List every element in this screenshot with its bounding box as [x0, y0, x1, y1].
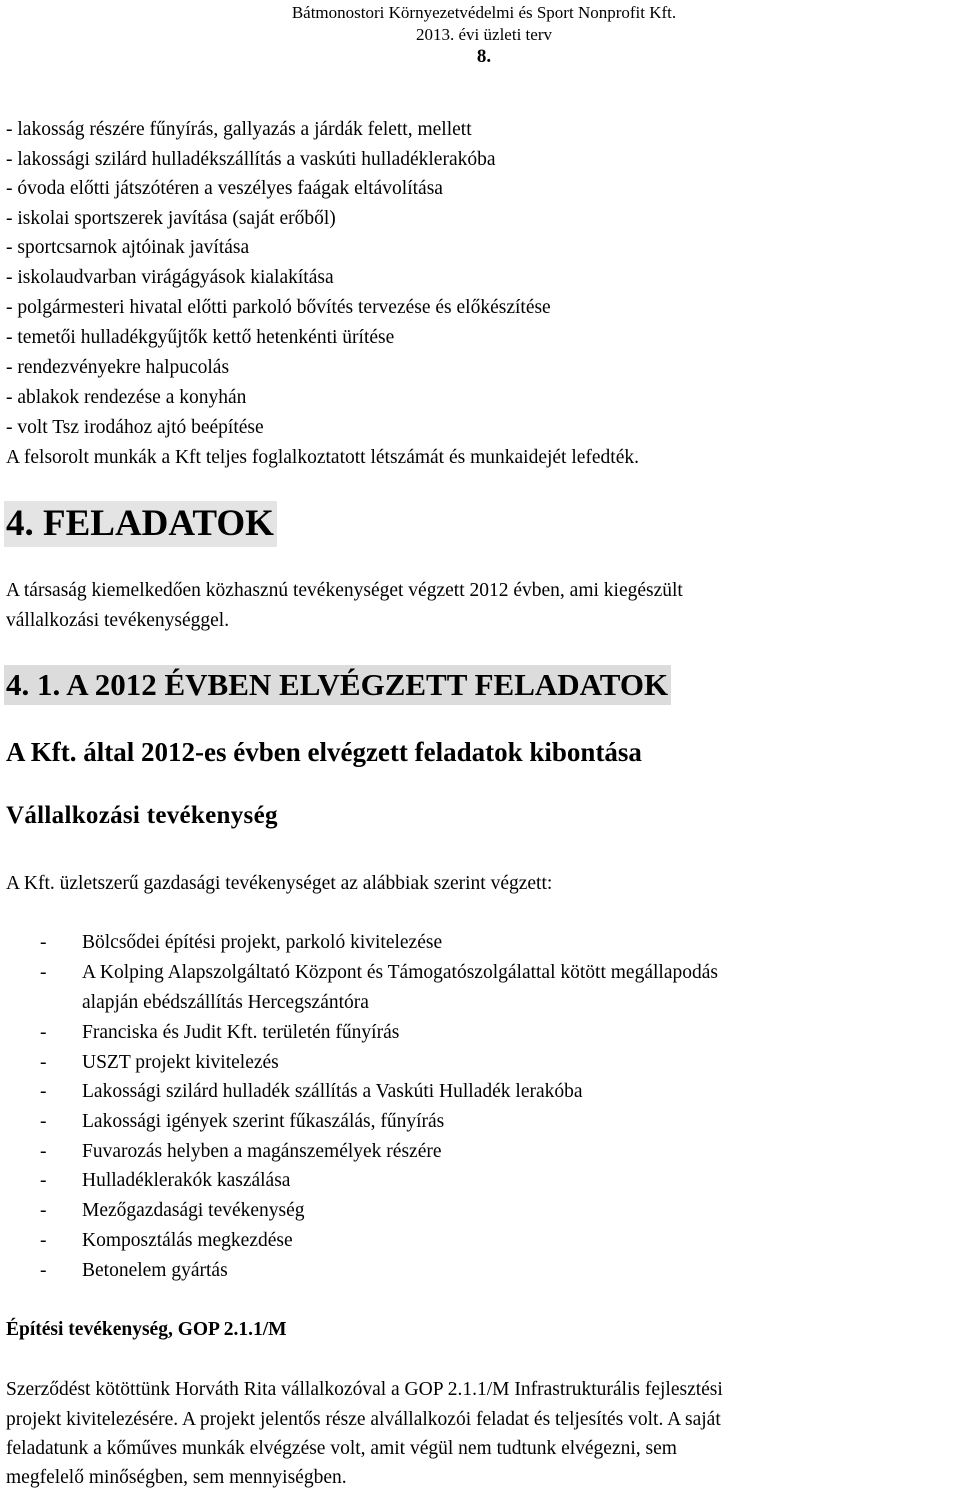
business-lead: A Kft. üzletszerű gazdasági tevékenységet az alábbiak szerint végzett: [6, 873, 553, 894]
list-item-text: alapján ebédszállítás Hercegszántóra [82, 992, 369, 1013]
subsection-heading: 4. 1. A 2012 ÉVBEN ELVÉGZETT FELADATOK [4, 665, 671, 705]
company-name: Bátmonostori Környezetvédelmi és Sport Nonprofit Kft. [291, 3, 677, 22]
intro-item: - óvoda előtti játszótéren a veszélyes faágak eltávolítása [6, 178, 443, 199]
list-dash: - [40, 1111, 47, 1132]
section-heading-feladatok: 4. FELADATOK [4, 501, 277, 547]
section-paragraph: vállalkozási tevékenységgel. [6, 610, 230, 631]
intro-item: - rendezvényekre halpucolás [6, 357, 230, 378]
intro-item: - iskolai sportszerek javítása (saját erőből) [6, 208, 336, 229]
list-item-text: Betonelem gyártás [82, 1260, 228, 1281]
business-heading: Vállalkozási tevékenység [6, 802, 278, 829]
construction-paragraph-line: projekt kivitelezésére. A projekt jelentős része alvállalkozói feladat és teljesítés volt. A saját [6, 1409, 721, 1430]
intro-item: - temetői hulladékgyűjtők kettő hetenkénti ürítése [6, 327, 395, 348]
plan-title: 2013. évi üzleti terv [416, 25, 552, 44]
subsection-subtitle: A Kft. által 2012-es évben elvégzett feladatok kibontása [6, 737, 642, 767]
intro-item: - lakossági szilárd hulladékszállítás a vaskúti hulladéklerakóba [6, 149, 496, 170]
list-item-text: A Kolping Alapszolgáltató Központ és Támogatószolgálattal kötött megállapodás [82, 962, 718, 983]
list-dash: - [40, 1260, 47, 1281]
list-dash: - [40, 1170, 47, 1191]
intro-summary: A felsorolt munkák a Kft teljes foglalkoztatott létszámát és munkaidejét lefedték. [6, 447, 640, 468]
list-item-text: Franciska és Judit Kft. területén fűnyírás [82, 1022, 400, 1043]
list-dash: - [40, 1022, 47, 1043]
page-number: 8. [476, 46, 492, 67]
intro-item: - iskolaudvarban virágágyások kialakítása [6, 267, 334, 288]
section-paragraph: A társaság kiemelkedően közhasznú tevékenységet végzett 2012 évben, ami kiegészült [6, 580, 683, 601]
construction-paragraph-line: Szerződést kötöttünk Horváth Rita vállalkozóval a GOP 2.1.1/M Infrastrukturális fejlesztési [6, 1379, 723, 1400]
list-dash: - [40, 1141, 47, 1162]
list-item-text: Bölcsődei építési projekt, parkoló kivitelezése [82, 932, 443, 953]
intro-item: - polgármesteri hivatal előtti parkoló bővítés tervezése és előkészítése [6, 297, 551, 318]
list-dash: - [40, 1052, 47, 1073]
construction-paragraph-line: megfelelő minőségben, sem mennyiségben. [6, 1467, 347, 1488]
list-item-text: Fuvarozás helyben a magánszemélyek részére [82, 1141, 442, 1162]
list-item-text: Lakossági igények szerint fűkaszálás, fűnyírás [82, 1111, 445, 1132]
page-header [0, 2, 960, 67]
list-dash: - [40, 962, 47, 983]
list-dash: - [40, 1230, 47, 1251]
construction-heading: Építési tevékenység, GOP 2.1.1/M [6, 1319, 287, 1340]
intro-item: - volt Tsz irodához ajtó beépítése [6, 417, 264, 438]
list-item-text: Komposztálás megkezdése [82, 1230, 293, 1251]
list-dash: - [40, 1200, 47, 1221]
list-item-text: Mezőgazdasági tevékenység [82, 1200, 305, 1221]
intro-item: - sportcsarnok ajtóinak javítása [6, 237, 250, 258]
list-dash: - [40, 932, 47, 953]
list-item-text: Lakossági szilárd hulladék szállítás a Vaskúti Hulladék lerakóba [82, 1081, 583, 1102]
intro-item: - lakosság részére fűnyírás, gallyazás a járdák felett, mellett [6, 119, 472, 140]
intro-item: - ablakok rendezése a konyhán [6, 387, 247, 408]
construction-paragraph-line: feladatunk a kőműves munkák elvégzése volt, amit végül nem tudtunk elvégezni, sem [6, 1438, 677, 1459]
list-dash: - [40, 1081, 47, 1102]
list-item-text: USZT projekt kivitelezés [82, 1052, 279, 1073]
list-item-text: Hulladéklerakók kaszálása [82, 1170, 291, 1191]
